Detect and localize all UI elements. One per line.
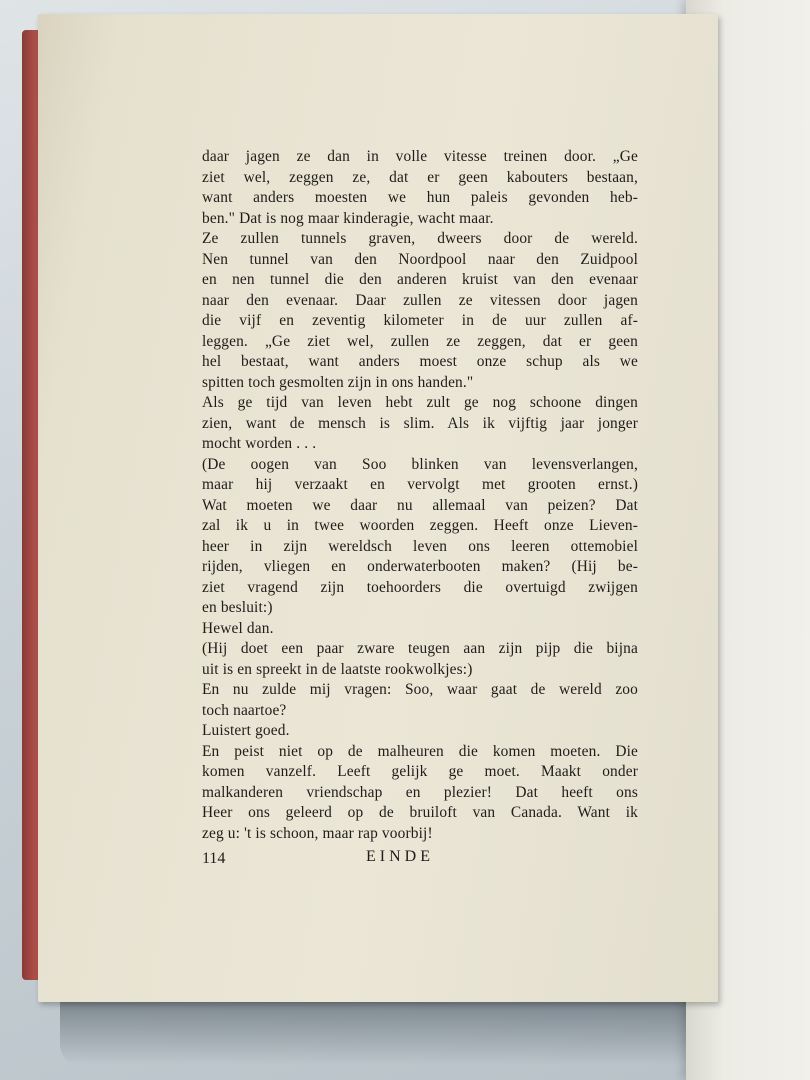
book-shadow xyxy=(60,995,700,1065)
text-line: (De oogen van Soo blinken van levensverlangen, xyxy=(202,455,638,473)
text-line: zeg u: 't is schoon, maar rap voorbij! xyxy=(202,824,433,842)
text-line: Heer ons geleerd op de bruiloft van Canada. Want ik xyxy=(202,804,638,821)
text-line: uit is en spreekt in de laatste rookwolkjes:) xyxy=(202,660,473,678)
text-line: mocht worden . . . xyxy=(202,435,317,452)
page-number: 114 xyxy=(202,850,226,867)
text-line: spitten toch gesmolten zijn in ons handen." xyxy=(202,373,474,391)
text-line: Hewel dan. xyxy=(202,619,274,637)
text-line: Nen tunnel van den Noordpool naar den Zuidpool xyxy=(202,250,638,268)
text-line: En peist niet op de malheuren die komen moeten. Die xyxy=(202,742,638,760)
text-line: en nen tunnel die den anderen kruist van den evenaar xyxy=(202,271,638,288)
text-line: Ze zullen tunnels graven, dweers door de wereld. xyxy=(202,230,638,247)
text-line: hel bestaat, want anders moest onze schup als we xyxy=(202,353,638,370)
text-line: zal ik u in twee woorden zeggen. Heeft onze Lieven- xyxy=(202,517,638,534)
text-line: want anders moesten we hun paleis gevonden heb- xyxy=(202,189,638,206)
text-line: malkanderen vriendschap en plezier! Dat heeft ons xyxy=(202,783,638,801)
text-line: leggen. „Ge ziet wel, zullen ze zeggen, dat er geen xyxy=(202,332,638,350)
end-marker: EINDE xyxy=(366,848,434,865)
text-line: maar hij verzaakt en vervolgt met grooten ernst.) xyxy=(202,476,638,493)
page-footer xyxy=(202,848,638,872)
text-line: naar den evenaar. Daar zullen ze vitessen door jagen xyxy=(202,291,638,309)
text-line: rijden, vliegen en onderwaterbooten maken? (Hij be- xyxy=(202,558,638,575)
text-line: Luistert goed. xyxy=(202,722,290,739)
text-line: komen vanzelf. Leeft gelijk ge moet. Maakt onder xyxy=(202,763,638,780)
text-line: en besluit:) xyxy=(202,599,273,616)
text-line: Als ge tijd van leven hebt zult ge nog schoone dingen xyxy=(202,394,638,411)
text-line: Wat moeten we daar nu allemaal van peizen? Dat xyxy=(202,496,638,514)
text-line: daar jagen ze dan in volle vitesse treinen door. „Ge xyxy=(202,148,638,165)
text-line: heer in zijn wereldsch leven ons leeren ottemobiel xyxy=(202,537,638,555)
text-line: ziet wel, zeggen ze, dat er geen kabouters bestaan, xyxy=(202,168,638,186)
text-line: ben." Dat is nog maar kinderagie, wacht maar. xyxy=(202,209,494,227)
text-line: die vijf en zeventig kilometer in de uur zullen af- xyxy=(202,312,638,329)
text-line: En nu zulde mij vragen: Soo, waar gaat de wereld zoo xyxy=(202,681,638,698)
text-line: (Hij doet een paar zware teugen aan zijn pijp die bijna xyxy=(202,640,638,657)
text-line: toch naartoe? xyxy=(202,701,287,719)
page-text xyxy=(202,147,638,844)
text-line: ziet vragend zijn toehoorders die overtuigd zwijgen xyxy=(202,578,638,596)
text-line: zien, want de mensch is slim. Als ik vijftig jaar jonger xyxy=(202,414,638,432)
